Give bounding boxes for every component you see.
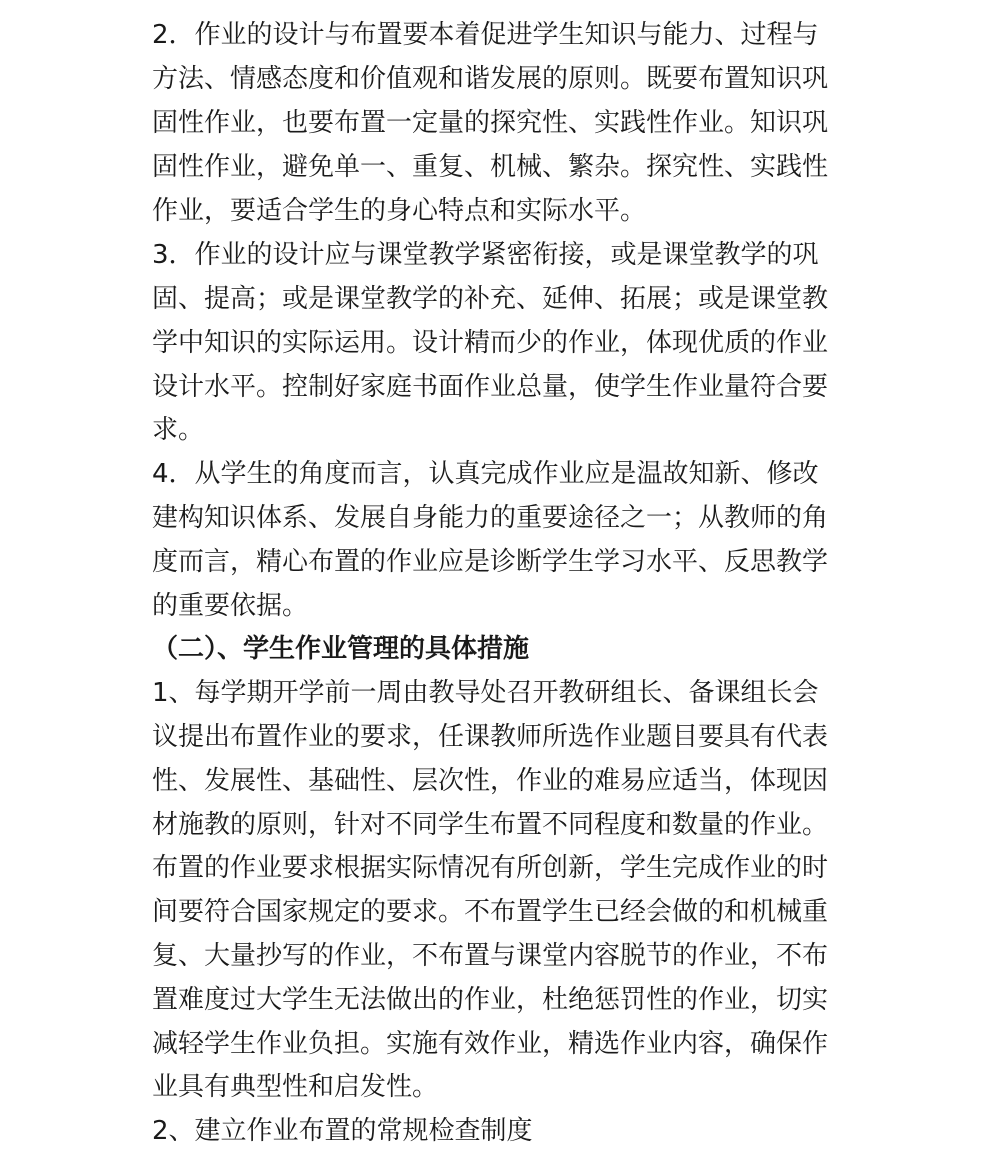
text-line: 置难度过大学生无法做出的作业，杜绝惩罚性的作业，切实 xyxy=(152,985,829,1015)
text-line: 业具有典型性和启发性。 xyxy=(152,1072,439,1102)
text-line: 间要符合国家规定的要求。不布置学生已经会做的和机械重 xyxy=(152,897,829,927)
text-line: 2．作业的设计与布置要本着促进学生知识与能力、过程与 xyxy=(152,20,819,50)
text-line: 材施教的原则，针对不同学生布置不同程度和数量的作业。 xyxy=(152,810,829,840)
text-line: 1、每学期开学前一周由教导处召开教研组长、备课组长会 xyxy=(152,678,819,708)
text-line: 3．作业的设计应与课堂教学紧密衔接，或是课堂教学的巩 xyxy=(152,240,819,270)
text-line: 固性作业，避免单一、重复、机械、繁杂。探究性、实践性 xyxy=(152,152,829,182)
text-line: 方法、情感态度和价值观和谐发展的原则。既要布置知识巩 xyxy=(152,64,829,94)
text-line: 复、大量抄写的作业，不布置与课堂内容脱节的作业，不布 xyxy=(152,941,829,971)
text-line: 4．从学生的角度而言，认真完成作业应是温故知新、修改 xyxy=(152,459,819,489)
text-line: 的重要依据。 xyxy=(152,591,309,621)
text-line: 设计水平。控制好家庭书面作业总量，使学生作业量符合要 xyxy=(152,372,829,402)
text-line: 性、发展性、基础性、层次性，作业的难易应适当，体现因 xyxy=(152,766,829,796)
text-line: 学中知识的实际运用。设计精而少的作业，体现优质的作业 xyxy=(152,328,829,358)
text-line: 作业，要适合学生的身心特点和实际水平。 xyxy=(152,196,647,226)
text-line: 度而言，精心布置的作业应是诊断学生学习水平、反思教学 xyxy=(152,547,829,577)
text-line: 减轻学生作业负担。实施有效作业，精选作业内容，确保作 xyxy=(152,1029,829,1059)
text-line: 布置的作业要求根据实际情况有所创新，学生完成作业的时 xyxy=(152,853,829,883)
text-line: 议提出布置作业的要求，任课教师所选作业题目要具有代表 xyxy=(152,722,829,752)
section-heading: （二）、学生作业管理的具体措施 xyxy=(152,634,530,664)
text-line: 2、建立作业布置的常规检查制度 xyxy=(152,1116,533,1146)
text-line: 建构知识体系、发展自身能力的重要途径之一；从教师的角 xyxy=(152,503,829,533)
text-line: 固、提高；或是课堂教学的补充、延伸、拓展；或是课堂教 xyxy=(152,284,829,314)
text-line: 固性作业，也要布置一定量的探究性、实践性作业。知识巩 xyxy=(152,108,829,138)
text-line: 求。 xyxy=(152,415,205,445)
